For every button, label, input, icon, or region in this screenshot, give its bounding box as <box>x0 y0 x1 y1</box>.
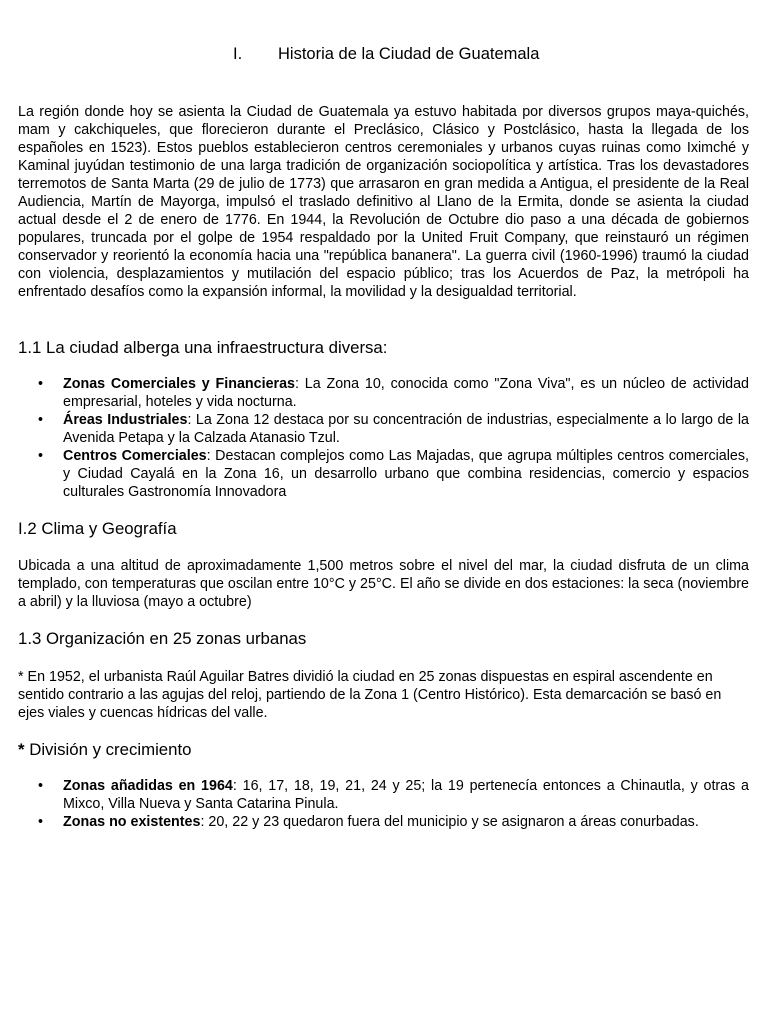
list-item-text: : La Zona 10, conocida como "Zona Viva", es un núcleo de actividad empresarial, hoteles y vida nocturna. <box>63 376 750 410</box>
bullet-icon: • <box>38 412 44 428</box>
section-division-heading <box>18 740 191 760</box>
section-1-1-list <box>18 375 749 501</box>
bullet-icon: • <box>38 814 44 830</box>
section-division-list <box>18 777 749 831</box>
list-item <box>18 411 749 447</box>
bullet-icon: • <box>38 778 44 794</box>
list-item-text: : 20, 22 y 23 quedaron fuera del municipio y se asignaron a áreas conurbadas. <box>200 814 699 830</box>
section-1-1-heading: 1.1 La ciudad alberga una infraestructura diversa: <box>18 338 388 357</box>
list-item <box>18 447 749 501</box>
title-text: Historia de la Ciudad de Guatemala <box>278 45 540 63</box>
title-number: I. <box>233 45 243 63</box>
list-item-bold: Zonas no existentes <box>63 814 201 830</box>
list-item <box>18 813 749 831</box>
list-item-bold: Centros Comerciales <box>63 448 207 464</box>
section-division-heading-text: División y crecimiento <box>24 740 192 759</box>
section-1-2-heading: I.2 Clima y Geografía <box>18 519 177 538</box>
list-item-bold: Áreas Industriales <box>63 412 188 428</box>
section-1-3-heading: 1.3 Organización en 25 zonas urbanas <box>18 629 307 648</box>
section-1-2-paragraph: Ubicada a una altitud de aproximadamente 1,500 metros sobre el nivel del mar, la ciudad disfruta de un clima templado, con temperaturas que oscilan entre 10°C y 25°C. El año se divide en dos estaciones: la seca (noviembre a abril) y la lluviosa (mayo a octubre) <box>18 558 749 610</box>
bullet-icon: • <box>38 376 44 392</box>
list-item <box>18 375 749 411</box>
section-1-3-paragraph: * En 1952, el urbanista Raúl Aguilar Batres dividió la ciudad en 25 zonas dispuestas en espiral ascendente en sentido contrario a las agujas del reloj, partiendo de la Zona 1 (Centro Histórico). Esta demarcación se basó en ejes viales y cuencas hídricas del valle. <box>18 669 722 721</box>
list-item-text: : La Zona 12 destaca por su concentración de industrias, especialmente a lo largo de la Avenida Petapa y la Calzada Atanasio Tzul. <box>63 412 749 446</box>
list-item-text: : Destacan complejos como Las Majadas, que agrupa múltiples centros comerciales, y Ciudad Cayalá en la Zona 16, un desarrollo urbano que combina residencias, comercio y espacios culturales Gastronomía Innovadora <box>63 448 749 500</box>
list-item-bold: Zonas añadidas en 1964 <box>63 778 233 794</box>
list-item-text: : 16, 17, 18, 19, 21, 24 y 25; la 19 pertenecía entonces a Chinautla, y otras a Mixco, Villa Nueva y Santa Catarina Pinula. <box>63 778 749 812</box>
list-item <box>18 777 749 813</box>
intro-paragraph: La región donde hoy se asienta la Ciudad de Guatemala ya estuvo habitada por diversos grupos maya-quichés, mam y cakchiqueles, que florecieron durante el Preclásico, Clásico y Postclásico, hasta la llegada de los españoles en 1523). Estos pueblos establecieron centros ceremoniales y urbanos cuyas ruinas como Iximché y Kaminal juyúdan testimonio de una larga tradición de organización sociopolítica y artística. Tras los devastadores terremotos de Santa Marta (29 de julio de 1773) que arrasaron en gran medida a Antigua, el presidente de la Real Audiencia, Martín de Mayorga, impulsó el traslado definitivo al Llano de la Ermita, donde se asienta la ciudad actual desde el 2 de enero de 1776. En 1944, la Revolución de Octubre dio paso a una década de gobiernos populares, truncada por el golpe de 1954 respaldado por la United Fruit Company, que reinstauró un régimen conservador y reorientó la economía hacia una "república bananera". La guerra civil (1960-1996) traumó la ciudad con violencia, desplazamientos y mutilación del espacio público; tras los Acuerdos de Paz, la metrópoli ha enfrentado desafíos como la expansión informal, la movilidad y la desigualdad territorial. <box>18 104 749 300</box>
bullet-icon: • <box>38 448 44 464</box>
asterisk-marker: * <box>18 740 25 759</box>
list-item-bold: Zonas Comerciales y Financieras <box>63 376 295 392</box>
